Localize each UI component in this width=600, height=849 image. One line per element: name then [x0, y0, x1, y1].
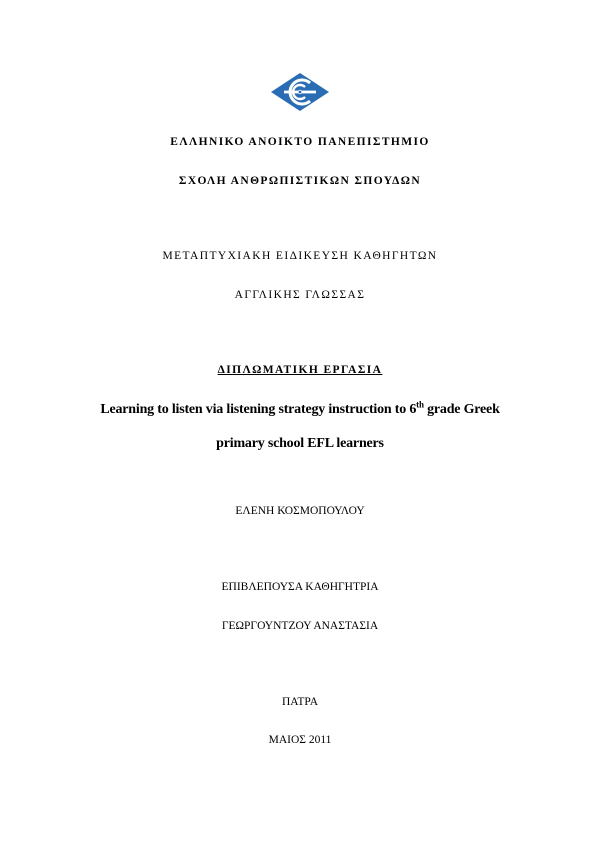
- university-name: ΕΛΛΗΝΙΚΟ ΑΝΟΙΚΤΟ ΠΑΝΕΠΙΣΤΗΜΙΟ: [170, 136, 430, 148]
- date: ΜΑΙΟΣ 2011: [268, 734, 332, 746]
- city: ΠΑΤΡΑ: [281, 696, 319, 708]
- supervisor-label: ΕΠΙΒΛΕΠΟΥΣΑ ΚΑΘΗΓΗΤΡΙΑ: [221, 581, 379, 593]
- school-name: ΣΧΟΛΗ ΑΝΘΡΩΠΙΣΤΙΚΩΝ ΣΠΟΥΔΩΝ: [178, 175, 422, 187]
- document-type-label: ΔΙΠΛΩΜΑΤΙΚΗ ΕΡΓΑΣΙΑ: [217, 364, 383, 376]
- university-emblem-icon: [270, 72, 330, 112]
- thesis-title-part-1: Learning to listen via listening strategy instruction to 6: [100, 402, 417, 417]
- supervisor-name: ΓΕΩΡΓΟΥΝΤΖΟΥ ΑΝΑΣΤΑΣΙΑ: [221, 620, 379, 632]
- thesis-title-ordinal: th: [416, 399, 424, 410]
- author-name: ΕΛΕΝΗ ΚΟΣΜΟΠΟΥΛΟΥ: [235, 505, 365, 517]
- thesis-title-line-2: primary school EFL learners: [216, 436, 384, 451]
- program-line-2: ΑΓΓΛΙΚΗΣ ΓΛΩΣΣΑΣ: [234, 289, 366, 301]
- thesis-title-part-2: grade Greek: [423, 402, 500, 417]
- program-line-1: ΜΕΤΑΠΤΥΧΙΑΚΗ ΕΙΔΙΚΕΥΣΗ ΚΑΘΗΓΗΤΩΝ: [162, 250, 438, 262]
- document-type: [0, 364, 600, 376]
- thesis-title-line-1: [0, 399, 600, 418]
